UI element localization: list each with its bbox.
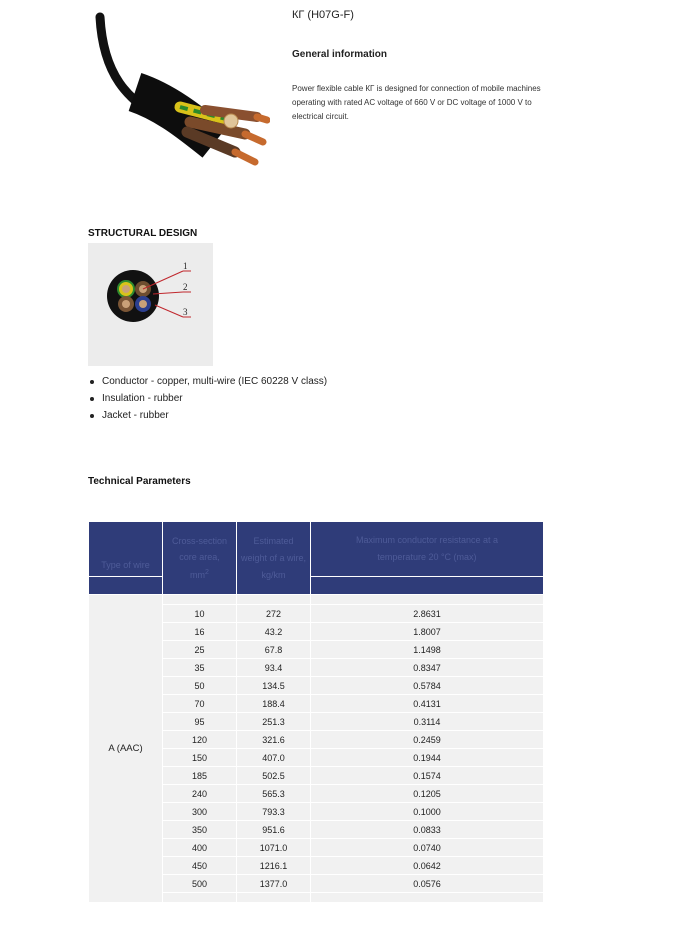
column-header-resistance: Maximum conductor resistance at a temperature 20 °C (max) (311, 522, 544, 577)
general-info-heading: General information (292, 49, 388, 60)
structure-feature-list (88, 373, 327, 424)
table-row: 400 1071.0 0.0740 (89, 839, 544, 857)
technical-parameters-table (88, 521, 543, 903)
cable-product-image (95, 12, 270, 177)
table-row: 500 1377.0 0.0576 (89, 875, 544, 893)
table-row: 150 407.0 0.1944 (89, 749, 544, 767)
column-header-type: Type of wire (89, 522, 163, 577)
product-title: КГ (H07G-F) (292, 9, 354, 21)
table-row: 185 502.5 0.1574 (89, 767, 544, 785)
table-row: 240 565.3 0.1205 (89, 785, 544, 803)
wire-type-cell: A (AAC) (89, 595, 163, 903)
list-item: Conductor - copper, multi-wire (IEC 60228 V class) (88, 373, 327, 390)
structural-design-heading: STRUCTURAL DESIGN (88, 228, 198, 239)
table-row: 50 134.5 0.5784 (89, 677, 544, 695)
cross-section-diagram (88, 243, 213, 366)
column-header-weight: Estimated weight of a wire, kg/km (237, 522, 311, 595)
table-row: 10 272 2.8631 (89, 605, 544, 623)
column-subheader-resistance (311, 577, 544, 595)
general-info-text: Power flexible cable КГ is designed for connection of mobile machines operating with rated AC voltage of 660 V or DC voltage of 1000 V to electrical circuit. (292, 84, 541, 121)
callout-1: 1 (183, 261, 188, 271)
table-row: 70 188.4 0.4131 (89, 695, 544, 713)
table-row: 450 1216.1 0.0642 (89, 857, 544, 875)
list-item: Insulation - rubber (88, 390, 327, 407)
column-header-cross-section: Cross-section core area, $mm^2$ (163, 522, 237, 595)
table-row: 35 93.4 0.8347 (89, 659, 544, 677)
list-item: Jacket - rubber (88, 407, 327, 424)
callout-3: 3 (183, 307, 188, 317)
table-row: 95 251.3 0.3114 (89, 713, 544, 731)
table-row: 300 793.3 0.1000 (89, 803, 544, 821)
technical-parameters-heading: Technical Parameters (88, 476, 191, 487)
column-subheader-type (89, 577, 163, 595)
table-row: 120 321.6 0.2459 (89, 731, 544, 749)
callout-2: 2 (183, 282, 188, 292)
table-row: 16 43.2 1.8007 (89, 623, 544, 641)
table-row: 350 951.6 0.0833 (89, 821, 544, 839)
table-row: 25 67.8 1.1498 (89, 641, 544, 659)
